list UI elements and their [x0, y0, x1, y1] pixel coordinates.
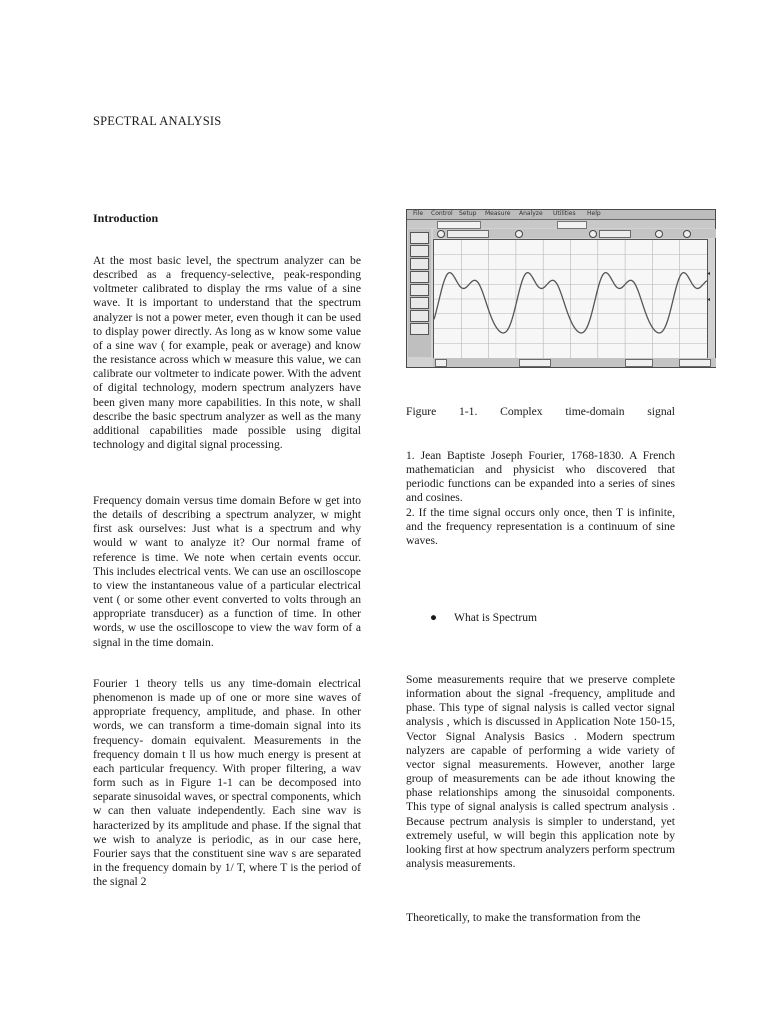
figure-caption: Figure 1-1. Complex time-domain signal: [406, 405, 675, 418]
bullet-icon: ●: [430, 611, 438, 624]
scope-screen: [433, 239, 711, 359]
scope-menu-item: File: [413, 210, 424, 217]
document-title: SPECTRAL ANALYSIS: [93, 114, 222, 128]
section-heading: Introduction: [93, 211, 159, 225]
scope-menu-item: Help: [587, 210, 601, 217]
scope-marker-icon: ◂: [707, 270, 711, 277]
scope-side-panel: [408, 229, 431, 357]
scope-side-button: [410, 245, 429, 257]
scope-side-button: [410, 284, 429, 296]
bullet-list-item: [430, 611, 537, 624]
paragraph-theoretically: Theoretically, to make the transformation from the: [406, 911, 641, 924]
scope-menu-item: Measure: [485, 210, 511, 217]
scope-side-button: [410, 232, 429, 244]
scope-side-button: [410, 297, 429, 309]
scope-grid: [434, 240, 707, 358]
footnotes: [406, 449, 675, 548]
paragraph-intro: At the most basic level, the spectrum analyzer can be described as a frequency-selective, peak-responding voltmeter calibrated to display the rms value of a sine wave. It is important to understand that the spectrum analyzer is not a power meter, even though it can be used to display power directly. As long as w know some value of a sine wav ( for example, peak or average) and know the resistance across which w measure this value, we can calibrate our voltmeter to indicate power. With the advent of digital technology, modern spectrum analyzers have been given many more capabilities. In this note, w shall describe the basic spectrum analyzer as well as the many additional capabilities made possible using digital technology and digital signal processing.: [93, 254, 361, 452]
scope-knob-icon: [655, 230, 663, 238]
scope-side-button: [410, 258, 429, 270]
scope-bottom-bar: [433, 358, 716, 367]
scope-marker-icon: ◂: [707, 296, 711, 303]
scope-toolbar: [407, 220, 715, 228]
scope-readout: [519, 359, 551, 367]
scope-button-bar: [433, 229, 716, 238]
scope-menu-item: Control: [431, 210, 453, 217]
footnote-1: 1. Jean Baptiste Joseph Fourier, 1768-1830. A French mathematician and physicist who discovered that periodic functions can be expanded into a series of sines and cosines.: [406, 449, 675, 505]
scope-toolbar-field: [437, 221, 481, 229]
scope-menu-item: Analyze: [519, 210, 543, 217]
scope-side-button: [410, 310, 429, 322]
scope-readout: [599, 230, 631, 238]
scope-knob-icon: [683, 230, 691, 238]
scope-menu-item: Utilities: [553, 210, 576, 217]
paragraph-vector-analysis: Some measurements require that we preserve complete information about the signal -frequency, amplitude and phase. This type of signal nalysis is called vector signal analysis , which is discussed in Application Note 150-15, Vector Signal Analysis Basics . Modern spectrum nalyzers are capable of performing a wide variety of vector signal measurements. However, another large group of measurements can be ade ithout knowing the phase relationships among the sinusoidal components. This type of signal analysis is called spectrum analysis . Because pectrum analysis is simpler to understand, yet extremely useful, w will begin this application note by looking first at how spectrum analyzers perform spectrum analysis measurements.: [406, 673, 675, 871]
scope-readout: [679, 359, 711, 367]
scope-menu-item: Setup: [459, 210, 477, 217]
scope-knob-icon: [589, 230, 597, 238]
scope-knob-icon: [437, 230, 445, 238]
scope-toolbar-field: [557, 221, 587, 229]
scope-graticule: [434, 240, 707, 358]
paragraph-frequency-domain: Frequency domain versus time domain Before w get into the details of describing a spectrum analyzer, w might first ask ourselves: Just what is a spectrum and why would w want to analyze it? Our normal frame of reference is time. We note when certain events occur. This includes electrical vents. We can use an oscilloscope to view the instantaneous value of a particular electrical vent ( or some other event converted to volts through an appropriate transducer) as a function of time. In other words, w use the oscilloscope to view the wav form of a signal in the time domain.: [93, 494, 361, 649]
footnote-2: 2. If the time signal occurs only once, then T is infinite, and the frequency representation is a continuum of sine waves.: [406, 505, 675, 547]
scope-readout: [435, 359, 447, 367]
scope-side-button: [410, 271, 429, 283]
scope-knob-icon: [515, 230, 523, 238]
scope-readout: [625, 359, 653, 367]
scope-readout: [447, 230, 489, 238]
scope-menubar: [407, 210, 715, 220]
scope-side-button: [410, 323, 429, 335]
paragraph-fourier: Fourier 1 theory tells us any time-domain electrical phenomenon is made up of one or more sine waves of appropriate frequency, amplitude, and phase. In other words, we can transform a time-domain signal into its frequency- domain equivalent. Measurements in the frequency domain t ll us how much energy is present at each particular frequency. With proper filtering, a wav form such as in Figure 1-1 can be decomposed into separate sinusoidal waves, or spectral components, which w can then valuate independently. Each sine wav is haracterized by its amplitude and phase. If the signal that we wish to analyze is periodic, as in our case here, Fourier says that the constituent sine wav s are separated in the frequency domain by 1/ T, where T is the period of the signal 2: [93, 677, 361, 889]
oscilloscope-figure: [406, 209, 716, 368]
bullet-label: What is Spectrum: [454, 611, 538, 624]
